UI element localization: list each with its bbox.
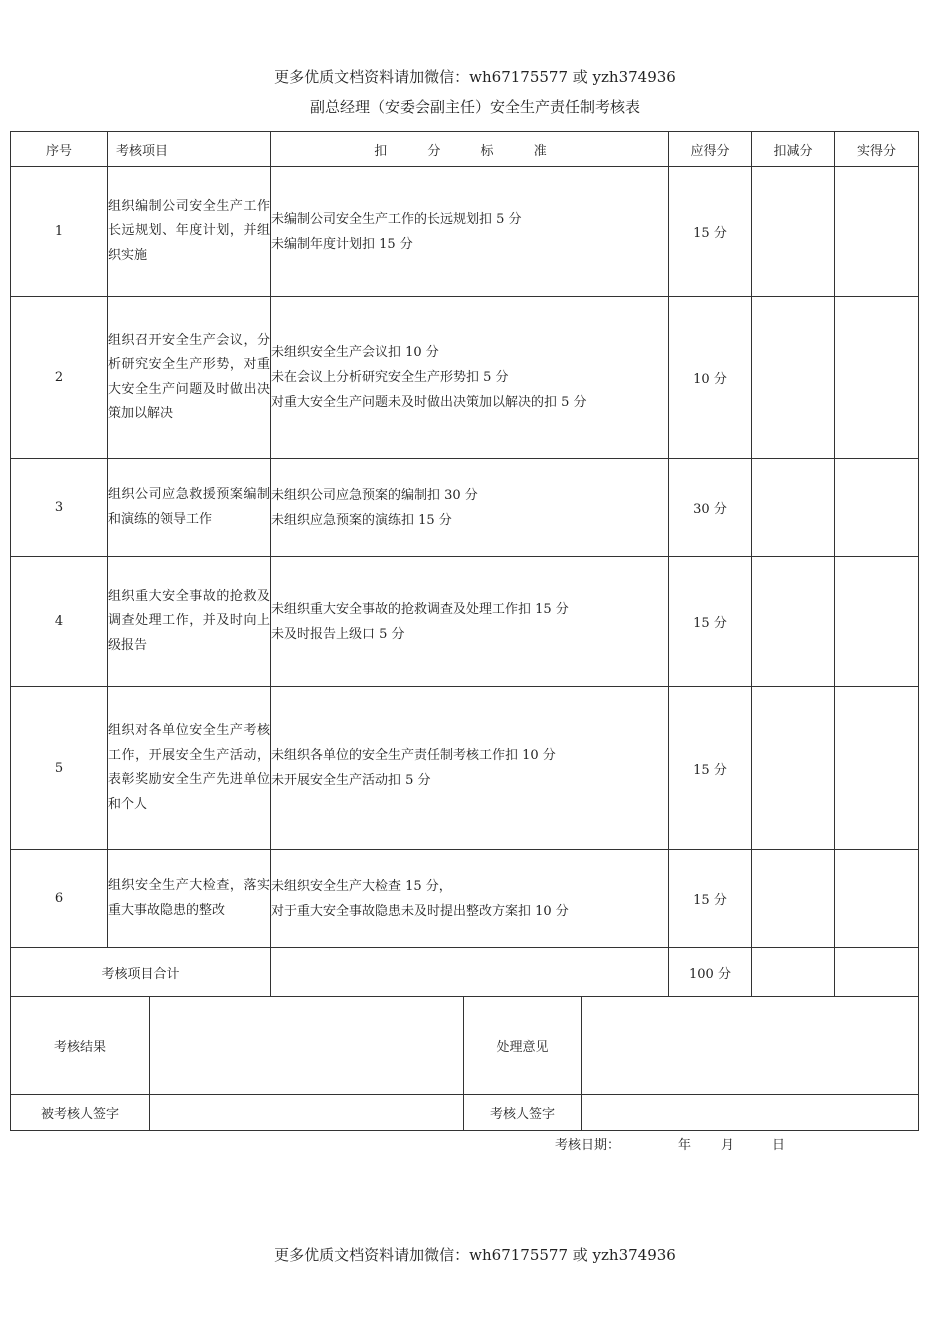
row-criteria bbox=[271, 167, 669, 297]
row-actual-cell[interactable] bbox=[835, 687, 919, 850]
total-label: 考核项目合计 bbox=[11, 948, 271, 997]
row-item: 组织编制公司安全生产工作长远规划、年度计划，并组织实施 bbox=[108, 167, 271, 297]
criteria-line: 未及时报告上级口 5 分 bbox=[271, 626, 405, 642]
row-deduct-cell[interactable] bbox=[752, 297, 835, 459]
row-no: 1 bbox=[11, 167, 108, 297]
row-no: 3 bbox=[11, 459, 108, 557]
row-deduct-cell[interactable] bbox=[752, 167, 835, 297]
row-deduct-cell[interactable] bbox=[752, 850, 835, 948]
page-title: 副总经理（安委会副主任）安全生产责任制考核表 bbox=[309, 98, 640, 116]
date-year: 年 bbox=[678, 1138, 692, 1153]
row-criteria bbox=[271, 459, 669, 557]
total-actual-cell[interactable] bbox=[835, 948, 919, 997]
header-item: 考核项目 bbox=[108, 132, 271, 167]
criteria-line: 对重大安全生产问题未及时做出决策加以解决的扣 5 分 bbox=[271, 395, 587, 410]
row-no: 4 bbox=[11, 557, 108, 687]
row-actual-cell[interactable] bbox=[835, 459, 919, 557]
criteria-line: 未组织安全生产会议扣 10 分 bbox=[271, 345, 439, 360]
signature-row bbox=[11, 1095, 919, 1131]
header-actual-score: 实得分 bbox=[835, 132, 919, 167]
row-actual-cell[interactable] bbox=[835, 557, 919, 687]
table-row bbox=[11, 459, 919, 557]
row-due-score: 15 分 bbox=[669, 850, 752, 948]
header-deduct-score: 扣减分 bbox=[752, 132, 835, 167]
row-criteria bbox=[271, 687, 669, 850]
criteria-line: 未编制年度计划扣 15 分 bbox=[271, 236, 413, 252]
row-due-score: 15 分 bbox=[669, 167, 752, 297]
result-field[interactable] bbox=[150, 997, 464, 1095]
top-note: 更多优质文档资料请加微信：wh67175577 或 yzh374936 bbox=[274, 68, 676, 86]
table-row bbox=[11, 297, 919, 459]
row-item: 组织公司应急救援预案编制和演练的领导工作 bbox=[108, 459, 271, 557]
result-row bbox=[11, 997, 919, 1095]
opinion-label: 处理意见 bbox=[464, 997, 582, 1095]
assessment-table bbox=[10, 131, 919, 997]
date-day: 日 bbox=[772, 1138, 786, 1153]
table-row bbox=[11, 687, 919, 850]
row-due-score: 30 分 bbox=[669, 459, 752, 557]
criteria-line: 未组织重大安全事故的抢救调查及处理工作扣 15 分 bbox=[271, 601, 569, 617]
criteria-line: 未组织公司应急预案的编制扣 30 分 bbox=[271, 487, 478, 503]
row-deduct-cell[interactable] bbox=[752, 557, 835, 687]
total-deduct-cell[interactable] bbox=[752, 948, 835, 997]
criteria-line: 未在会议上分析研究安全生产形势扣 5 分 bbox=[271, 370, 509, 385]
row-actual-cell[interactable] bbox=[835, 850, 919, 948]
table-row bbox=[11, 167, 919, 297]
row-criteria bbox=[271, 850, 669, 948]
criteria-line: 对于重大安全事故隐患未及时提出整改方案扣 10 分 bbox=[271, 903, 569, 919]
header-no: 序号 bbox=[11, 132, 108, 167]
date-label: 考核日期： bbox=[555, 1138, 621, 1153]
total-score: 100 分 bbox=[669, 948, 752, 997]
assessment-date bbox=[555, 1134, 785, 1153]
criteria-line: 未组织安全生产大检查 15 分， bbox=[271, 878, 452, 894]
header-criteria: 扣 分 标 准 bbox=[271, 132, 669, 167]
row-deduct-cell[interactable] bbox=[752, 459, 835, 557]
row-deduct-cell[interactable] bbox=[752, 687, 835, 850]
row-item: 组织重大安全事故的抢救及调查处理工作，并及时向上级报告 bbox=[108, 557, 271, 687]
row-due-score: 15 分 bbox=[669, 557, 752, 687]
assessee-sign-field[interactable] bbox=[150, 1095, 464, 1131]
result-label: 考核结果 bbox=[11, 997, 150, 1095]
criteria-line: 未组织应急预案的演练扣 15 分 bbox=[271, 512, 452, 528]
bottom-note: 更多优质文档资料请加微信：wh67175577 或 yzh374936 bbox=[274, 1246, 676, 1264]
row-no: 6 bbox=[11, 850, 108, 948]
row-due-score: 15 分 bbox=[669, 687, 752, 850]
assessor-sign-label: 考核人签字 bbox=[464, 1095, 582, 1131]
row-criteria bbox=[271, 297, 669, 459]
table-row bbox=[11, 557, 919, 687]
row-actual-cell[interactable] bbox=[835, 297, 919, 459]
row-item: 组织召开安全生产会议，分析研究安全生产形势，对重大安全生产问题及时做出决策加以解决 bbox=[108, 297, 271, 459]
table-row bbox=[11, 850, 919, 948]
header-due-score: 应得分 bbox=[669, 132, 752, 167]
criteria-line: 未开展安全生产活动扣 5 分 bbox=[271, 773, 431, 788]
criteria-line: 未编制公司安全生产工作的长远规划扣 5 分 bbox=[271, 211, 522, 227]
table-header-row bbox=[11, 132, 919, 167]
assessor-sign-field[interactable] bbox=[582, 1095, 919, 1131]
opinion-field[interactable] bbox=[582, 997, 919, 1095]
row-no: 5 bbox=[11, 687, 108, 850]
row-due-score: 10 分 bbox=[669, 297, 752, 459]
date-month: 月 bbox=[721, 1138, 735, 1153]
row-item: 组织对各单位安全生产考核工作，开展安全生产活动，表彰奖励安全生产先进单位和个人 bbox=[108, 687, 271, 850]
row-actual-cell[interactable] bbox=[835, 167, 919, 297]
total-criteria-cell bbox=[271, 948, 669, 997]
assessee-sign-label: 被考核人签字 bbox=[11, 1095, 150, 1131]
result-table bbox=[10, 996, 919, 1131]
row-no: 2 bbox=[11, 297, 108, 459]
criteria-line: 未组织各单位的安全生产责任制考核工作扣 10 分 bbox=[271, 748, 556, 763]
total-row bbox=[11, 948, 919, 997]
row-item: 组织安全生产大检查，落实重大事故隐患的整改 bbox=[108, 850, 271, 948]
row-criteria bbox=[271, 557, 669, 687]
